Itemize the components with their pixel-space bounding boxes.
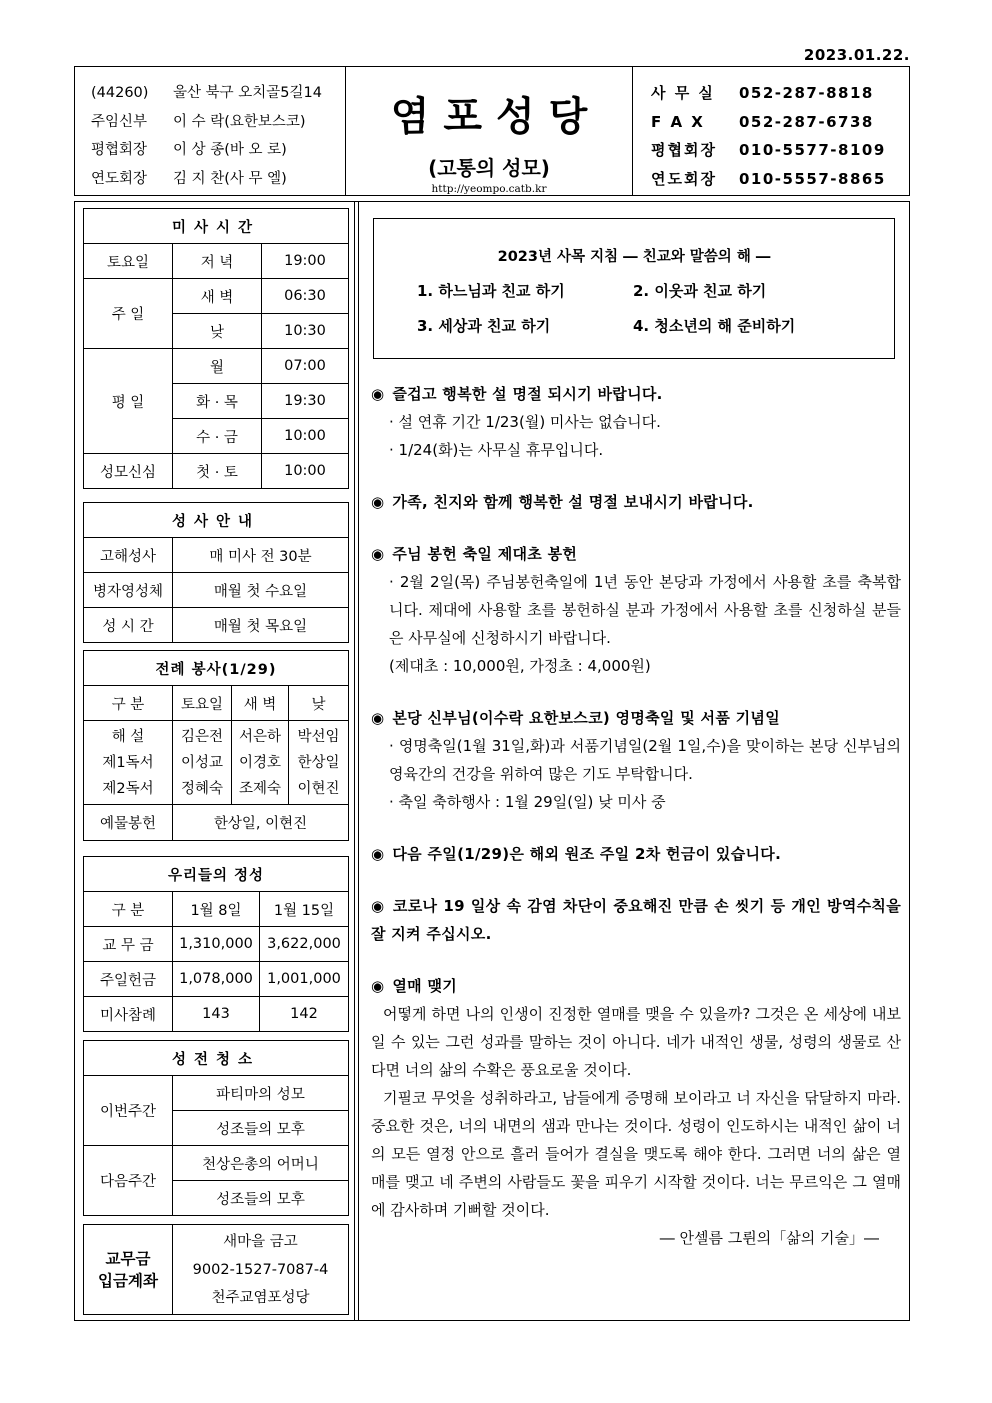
time-label: 저 녁 <box>173 244 262 279</box>
bank-name: 새마을 금고 <box>223 1233 298 1250</box>
offerings-table <box>83 856 349 1032</box>
role-name: 이 수 락(요한보스코) <box>173 113 306 130</box>
notice-heading: 본당 신부님(이수락 요한보스코) 영명축일 및 서품 기념일 <box>392 709 781 727</box>
notice-item: · 설 연휴 기간 1/23(월) 미사는 없습니다. <box>389 413 661 431</box>
role-name: 이 상 종(바 오 로) <box>173 142 287 158</box>
notice-heading: 즐겁고 행복한 설 명절 되시기 바랍니다. <box>392 385 663 403</box>
liturgy-service <box>83 650 349 841</box>
mass-time: 10:00 <box>262 419 349 454</box>
column-header: 새 벽 <box>232 686 289 721</box>
bulletin-body <box>74 201 910 1321</box>
notice <box>371 540 901 680</box>
notice-heading: 다음 주일(1/29)은 해외 원조 주일 2차 헌금이 있습니다. <box>392 845 782 863</box>
column-header: 낮 <box>289 686 349 721</box>
contact-number: 010-5557-8865 <box>739 169 886 188</box>
amount: 3,622,000 <box>260 927 349 962</box>
time-label: 수 · 금 <box>173 419 262 454</box>
sacrament-label: 고해성사 <box>84 538 173 573</box>
column-divider <box>354 202 355 1320</box>
contact-label: F A X <box>651 112 705 131</box>
row-label: 교 무 금 <box>84 927 173 962</box>
bullet-icon: ◉ <box>371 897 385 915</box>
cleaning-schedule <box>83 1040 349 1216</box>
row-label: 미사참례 <box>84 997 173 1032</box>
notice <box>371 892 901 948</box>
contact-number: 052-287-6738 <box>739 112 874 131</box>
bullet-icon: ◉ <box>371 545 385 563</box>
cleaning-group: 성조들의 모후 <box>173 1181 349 1216</box>
contact-info <box>633 67 909 195</box>
reflection-paragraph: 기필코 무엇을 성취하라고, 남들에게 증명해 보이라고 너 자신을 닦달하지 마라. 중요한 것은, 너의 내면의 샘과 만나는 것이다. 성령이 인도하시는 내적인 삶이 너의 모든 열정 안으로 흘러 들어가 결실을 맺도록 해야 한다. 그러면 너의 삶은 열매를 맺고 네 주변의 사람들도 꽃을 피우기 시작할 것이다. 너는 무르익은 그 열매에 감사하며 기뻐할 것이다. <box>371 1089 901 1219</box>
pastoral-motto <box>373 218 895 359</box>
motto-item: 3. 세상과 친교 하기 <box>417 317 551 335</box>
motto-item: 2. 이웃과 친교 하기 <box>633 282 767 300</box>
reflection <box>371 972 901 1252</box>
liturgy-day: 박선임 한상일 이현진 <box>289 721 349 805</box>
offering-names: 한상일, 이현진 <box>173 805 349 841</box>
column-header: 구 분 <box>84 686 173 721</box>
notice <box>371 840 901 868</box>
column-header: 구 분 <box>84 892 173 927</box>
notice-item: · 1/24(화)는 사무실 휴무입니다. <box>389 441 604 459</box>
cleaning-group: 파티마의 성모 <box>173 1076 349 1111</box>
offering-label: 예물봉헌 <box>84 805 173 841</box>
contact-label: 사 무 실 <box>651 84 715 102</box>
notice-heading: 가족, 친지와 함께 행복한 설 명절 보내시기 바랍니다. <box>392 493 754 511</box>
week-label: 다음주간 <box>84 1146 173 1216</box>
amount: 1,310,000 <box>173 927 260 962</box>
motto-item: 1. 하느님과 친교 하기 <box>417 282 565 300</box>
sacrament-schedule: 매월 첫 수요일 <box>173 573 349 608</box>
notice <box>371 380 901 464</box>
role-label: 연도회장 <box>91 170 148 187</box>
sacrament-label: 성 시 간 <box>84 608 173 643</box>
sacrament-schedule: 매월 첫 목요일 <box>173 608 349 643</box>
bullet-icon: ◉ <box>371 493 385 511</box>
notice-heading: 주님 봉헌 축일 제대초 봉헌 <box>392 545 578 563</box>
mass-times-title: 미사시간 <box>84 209 349 244</box>
account-number: 9002-1527-7087-4 <box>192 1261 329 1278</box>
notice-heading: 코로나 19 일상 속 감염 차단이 중요해진 만큼 손 씻기 등 개인 방역수칙을 잘 지켜 주십시오. <box>371 897 902 943</box>
day-label: 토요일 <box>84 244 173 279</box>
notice <box>371 488 901 516</box>
sacrament-info <box>83 502 349 643</box>
time-label: 첫 · 토 <box>173 454 262 489</box>
contact-label: 평협회장 <box>651 141 717 159</box>
time-label: 화 · 목 <box>173 384 262 419</box>
mass-time: 10:30 <box>262 314 349 349</box>
mass-time: 10:00 <box>262 454 349 489</box>
liturgy-title: 전례 봉사(1/29) <box>84 651 349 686</box>
liturgy-saturday: 김은전 이성교 정혜숙 <box>173 721 232 805</box>
cleaning-group: 천상은총의 어머니 <box>173 1146 349 1181</box>
address: 울산 북구 오치골5길14 <box>173 85 322 101</box>
cleaning-group: 성조들의 모후 <box>173 1111 349 1146</box>
offerings-title: 우리들의 정성 <box>84 857 349 892</box>
mass-time: 19:30 <box>262 384 349 419</box>
amount: 142 <box>260 997 349 1032</box>
bank-account <box>83 1224 349 1315</box>
bullet-icon: ◉ <box>371 977 385 995</box>
reflection-source: ― 안셀름 그륀의「삶의 기술」― <box>659 1229 879 1247</box>
column-header: 1월 15일 <box>260 892 349 927</box>
bullet-icon: ◉ <box>371 845 385 863</box>
column-header: 1월 8일 <box>173 892 260 927</box>
day-label: 주 일 <box>84 279 173 349</box>
time-label: 월 <box>173 349 262 384</box>
contact-number: 010-5577-8109 <box>739 141 886 159</box>
cleaning-title: 성전청소 <box>84 1041 349 1076</box>
church-url: http://yeompo.catb.kr <box>431 183 547 195</box>
bullet-icon: ◉ <box>371 385 385 403</box>
column-header: 토요일 <box>173 686 232 721</box>
contact-number: 052-287-8818 <box>739 84 874 102</box>
masthead <box>74 66 910 196</box>
column-divider <box>358 202 359 1320</box>
liturgy-dawn: 서은하 이경호 조제숙 <box>232 721 289 805</box>
notices <box>371 380 901 1252</box>
mass-time: 19:00 <box>262 244 349 279</box>
motto-title: 2023년 사목 지침 ― 친교와 말씀의 해 ― <box>497 249 771 265</box>
sacrament-title: 성사안내 <box>84 503 349 538</box>
notice-item: · 축일 축하행사 : 1월 29일(일) 낮 미사 중 <box>389 793 666 811</box>
church-title-block <box>345 67 633 195</box>
day-label: 평 일 <box>84 349 173 454</box>
day-label: 성모신심 <box>84 454 173 489</box>
church-subtitle: (고통의 성모) <box>428 156 550 180</box>
reflection-title: 열매 맺기 <box>392 977 458 995</box>
bulletin-date: 2023.01.22. <box>803 46 910 64</box>
liturgy-roles: 해 설 제1독서 제2독서 <box>84 721 173 805</box>
account-details <box>173 1225 349 1315</box>
postal-code: (44260) <box>91 85 149 101</box>
mass-time: 07:00 <box>262 349 349 384</box>
motto-item: 4. 청소년의 해 준비하기 <box>633 317 796 335</box>
notice <box>371 704 901 816</box>
week-label: 이번주간 <box>84 1076 173 1146</box>
notice-item: · 영명축일(1월 31일,화)과 서품기념일(2월 1일,수)을 맞이하는 본당 신부님의 영육간의 건강을 위하여 많은 기도 부탁합니다. <box>389 737 901 783</box>
row-label: 주일헌금 <box>84 962 173 997</box>
time-label: 낮 <box>173 314 262 349</box>
time-label: 새 벽 <box>173 279 262 314</box>
role-label: 주임신부 <box>91 113 148 130</box>
role-label: 평협회장 <box>91 142 148 158</box>
account-label: 교무금 입금계좌 <box>84 1225 173 1315</box>
notice-item: · 2월 2일(목) 주님봉헌축일에 1년 동안 본당과 가정에서 사용할 초를 축복합니다. 제대에 사용할 초를 봉헌하실 분과 가정에서 사용할 초를 신청하실 분들은 사무실에 신청하시기 바랍니다. <box>389 573 901 647</box>
amount: 143 <box>173 997 260 1032</box>
mass-time: 06:30 <box>262 279 349 314</box>
sacrament-schedule: 매 미사 전 30분 <box>173 538 349 573</box>
role-name: 김 지 찬(사 무 엘) <box>173 170 287 187</box>
church-name: 염포성당 <box>390 94 602 140</box>
amount: 1,001,000 <box>260 962 349 997</box>
parish-info <box>75 67 345 195</box>
mass-times <box>83 208 349 489</box>
reflection-paragraph: 어떻게 하면 나의 인생이 진정한 열매를 맺을 수 있을까? 그것은 온 세상에 내보일 수 있는 그런 성과를 말하는 것이 아니다. 네가 내적인 생물, 성령의 생물로 산다면 너의 삶의 수확은 풍요로울 것이다. <box>371 1005 901 1079</box>
amount: 1,078,000 <box>173 962 260 997</box>
bullet-icon: ◉ <box>371 709 385 727</box>
contact-label: 연도회장 <box>651 169 717 188</box>
notice-item: (제대초 : 10,000원, 가정초 : 4,000원) <box>389 657 651 675</box>
sacrament-label: 병자영성체 <box>84 573 173 608</box>
account-holder: 천주교염포성당 <box>211 1289 310 1306</box>
